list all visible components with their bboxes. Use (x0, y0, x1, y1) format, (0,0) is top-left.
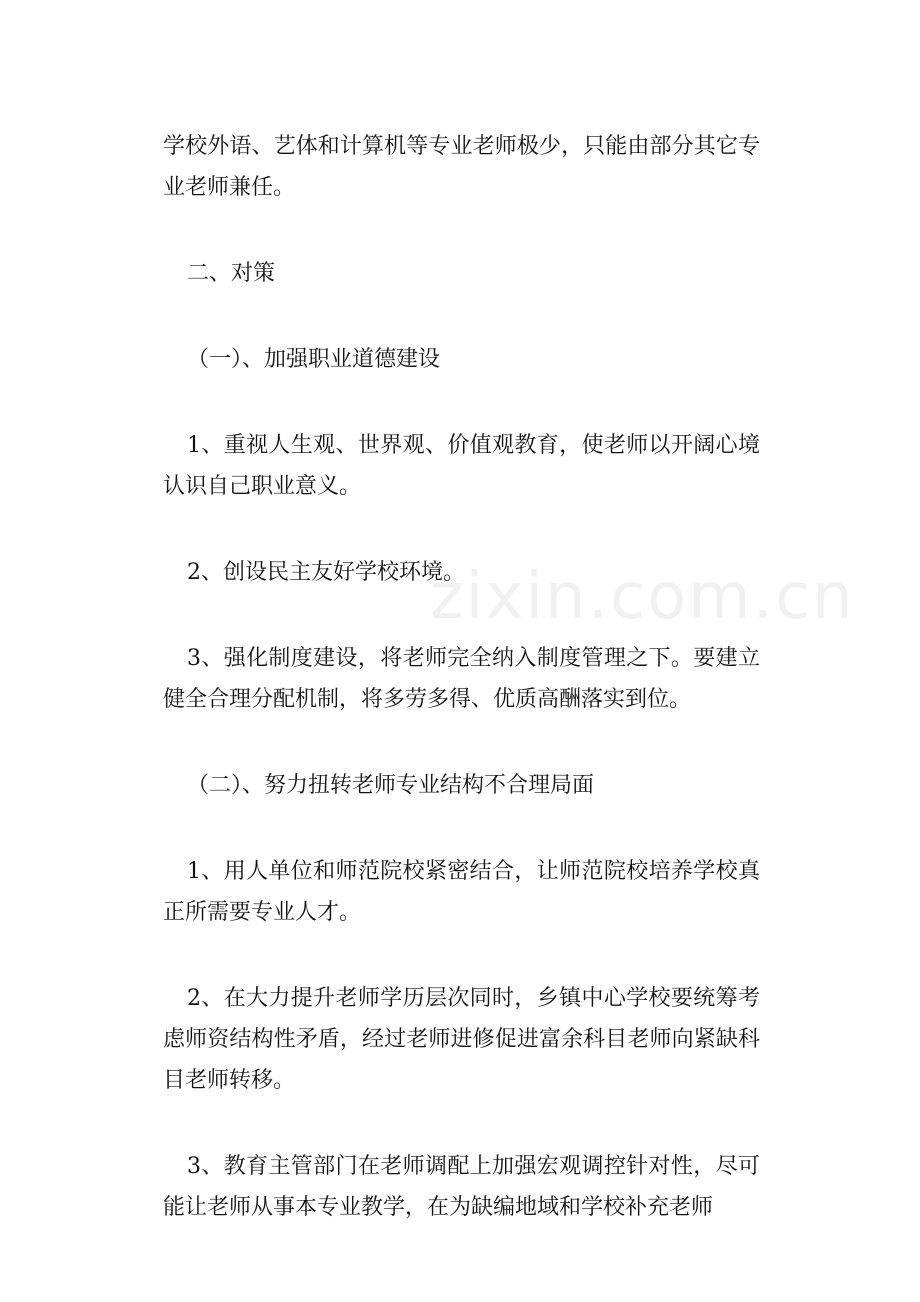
paragraph-item-2-3: 3、教育主管部门在老师调配上加强宏观调控针对性，尽可能让老师从事本专业教学，在为缺编地域和学校补充老师 (163, 1154, 760, 1220)
paragraph-continuation: 学校外语、艺体和计算机等专业老师极少，只能由部分其它专业老师兼任。 (163, 134, 760, 200)
paragraph-item-1-1: 1、重视人生观、世界观、价值观教育，使老师以开阔心境认识自己职业意义。 (163, 433, 760, 499)
paragraph-item-1-3: 3、强化制度建设，将老师完全纳入制度管理之下。要建立健全合理分配机制，将多劳多得、优质高酬落实到位。 (163, 646, 760, 712)
subsection-heading-1: （一）、加强职业道德建设 (187, 347, 441, 372)
paragraph-item-2-1: 1、用人单位和师范院校紧密结合，让师范院校培养学校真正所需要专业人才。 (163, 859, 760, 925)
paragraph-item-2-2: 2、在大力提升老师学历层次同时，乡镇中心学校要统筹考虑师资结构性矛盾，经过老师进修促进富余科目老师向紧缺科目老师转移。 (163, 986, 760, 1093)
subsection-heading-2: （二）、努力扭转老师专业结构不合理局面 (187, 773, 595, 798)
watermark-text: zixin.com.cn (430, 560, 855, 634)
paragraph-item-1-2: 2、创设民主友好学校环境。 (187, 560, 465, 585)
section-heading-countermeasures: 二、对策 (187, 261, 276, 286)
document-body (163, 126, 760, 1273)
